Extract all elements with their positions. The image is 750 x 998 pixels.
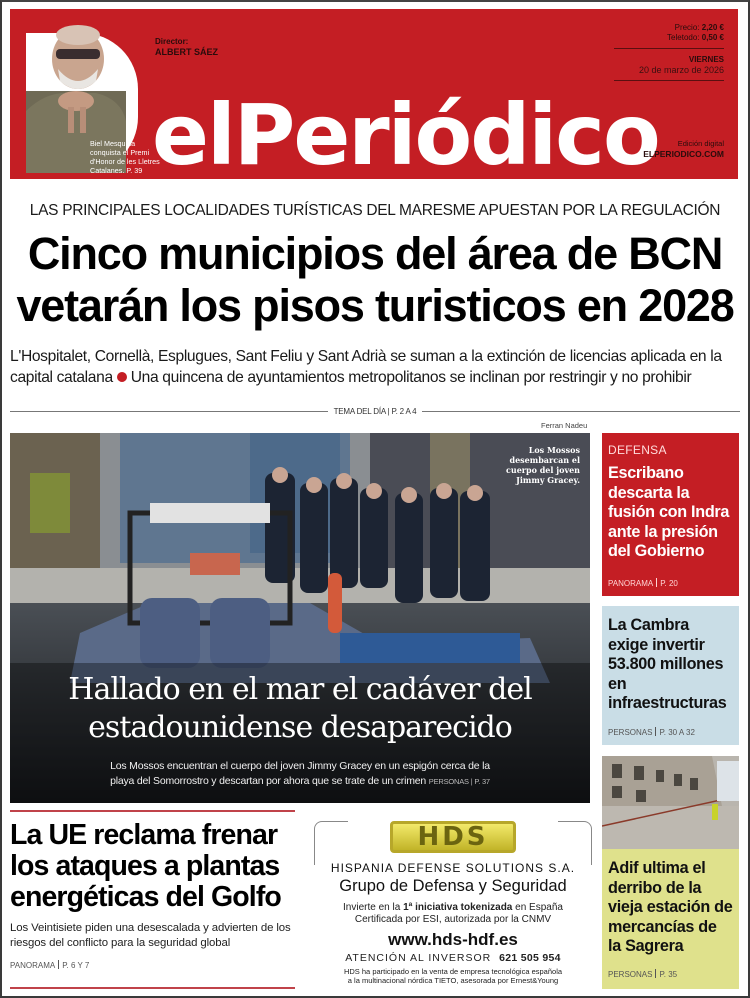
section-label: DEFENSA: [608, 443, 667, 457]
ref-section: PERSONAS: [608, 970, 653, 979]
defensa-story-box[interactable]: [602, 433, 739, 596]
deck-line2: [10, 774, 590, 789]
lead-subhead-part2: Una quincena de ayuntamientos metropolitanos se inclinan por restringir y no prohibir: [130, 369, 692, 386]
photo-credit: Ferran Nadeu: [541, 421, 588, 430]
edition-label: Edición digital: [677, 139, 724, 148]
deck-line2-text: playa del Somorrostro y descartan por ahora que se trate de un crimen: [110, 775, 427, 787]
ref-page: P. 6 Y 7: [62, 961, 90, 970]
edition-url-link[interactable]: ELPERIODICO.COM: [643, 149, 724, 159]
divider: [614, 80, 724, 81]
ue-headline: La UE reclama frenar los ataques a plantas energéticas del Golfo: [10, 819, 281, 913]
lead-kicker: LAS PRINCIPALES LOCALIDADES TURÍSTICAS DEL MARESME APUESTAN POR LA REGULACIÓN: [29, 202, 721, 219]
lead-headline[interactable]: [0, 228, 750, 332]
adif-ref[interactable]: [608, 969, 677, 979]
price-line: [614, 23, 724, 33]
ad-attention: [312, 952, 594, 964]
invest-post: en España: [512, 902, 563, 913]
ad-invest: [312, 902, 594, 926]
newspaper-logo[interactable]: elPeriódico: [152, 86, 659, 179]
adif-story-box[interactable]: [602, 756, 739, 989]
issue-date: 20 de marzo de 2026: [638, 65, 724, 75]
attention-phone[interactable]: 621 505 954: [499, 952, 561, 964]
price-label: Precio:: [674, 23, 700, 32]
photo-story-headline[interactable]: [10, 671, 590, 747]
deck-line1: Los Mossos encuentran el cuerpo del joven Jimmy Gracey en un espigón cerca de la: [110, 760, 490, 772]
ref-section: PANORAMA: [10, 961, 56, 970]
digital-edition: [643, 139, 724, 159]
photo-story-ref[interactable]: PERSONAS | P. 37: [428, 777, 490, 786]
divider: [614, 48, 724, 49]
attention-label: ATENCIÓN AL INVERSOR: [345, 952, 492, 964]
tema-del-dia-ref[interactable]: TEMA DEL DÍA | P. 2 A 4: [333, 406, 417, 416]
ornament-icon: [558, 821, 592, 865]
photo-headline-line2: estadounidense desaparecido: [88, 710, 512, 745]
price-block: [614, 23, 724, 87]
invest-pre: Invierte en la: [343, 902, 404, 913]
ref-section: PANORAMA: [608, 579, 654, 588]
divider: [10, 411, 328, 412]
station-photo: [602, 756, 739, 849]
ref-page: P. 20: [660, 579, 678, 588]
ad-cert: Certificada por ESI, autorizada por la CNMV: [354, 914, 552, 925]
lead-subhead: [10, 346, 740, 388]
ad-group: Grupo de Defensa y Seguridad: [339, 877, 567, 895]
ad-company: HISPANIA DEFENSE SOLUTIONS S.A.: [330, 861, 576, 875]
divider: [656, 578, 657, 587]
disclaimer-line2: a la multinacional nórdica TIETO, asesorada por Ernest&Young: [347, 976, 559, 985]
rescue-boat-photo-icon: [10, 433, 590, 803]
ref-page: P. 30 A 32: [659, 728, 695, 737]
ref-page: P. 35: [659, 970, 678, 979]
masthead-photo[interactable]: [26, 21, 160, 175]
divider: [10, 810, 295, 812]
lead-headline-line1: Cinco municipios del área de BCN: [27, 228, 723, 279]
director-label: Director:: [155, 37, 189, 46]
hds-advertisement[interactable]: [312, 815, 594, 990]
cambra-headline: La Cambra exige invertir 53.800 millones en infraestructuras: [608, 616, 727, 712]
section-ref-bar: [10, 404, 740, 418]
divider: [422, 411, 740, 412]
masthead-photo-caption: Biel Mesquida conquista el Premi d'Honor de les Lletres Catalanes. P. 39: [90, 139, 160, 175]
teletodo-value: 0,50 €: [701, 33, 724, 42]
cambra-ref[interactable]: [608, 727, 695, 737]
weekday: VIERNES: [688, 55, 724, 64]
price-value: 2,20 €: [701, 23, 724, 32]
divider: [655, 969, 656, 978]
ue-ref[interactable]: [10, 960, 295, 970]
photo-headline-line1: Hallado en el mar el cadáver del: [68, 672, 532, 707]
photo-caption: Los Mossos desembarcan el cuerpo del joven Jimmy Gracey.: [506, 445, 580, 485]
ue-deck: Los Veintisiete piden una desescalada y advierten de los riesgos del conflicto para la seguridad global: [10, 922, 291, 949]
building-photo-icon: [602, 756, 739, 849]
bullet-dot-icon: [117, 372, 127, 382]
disclaimer-line1: HDS ha participado en la venta de empresa tecnológica española: [343, 967, 563, 976]
ref-section: PERSONAS: [608, 728, 653, 737]
invest-bold: 1ª iniciativa tokenizada: [403, 902, 513, 913]
ad-url-link[interactable]: www.hds-hdf.es: [388, 930, 518, 949]
hds-logo: HDS: [390, 821, 516, 853]
teletodo-label: Teletodo:: [667, 33, 700, 42]
defensa-headline: Escribano descarta la fusión con Indra ante la presión del Gobierno: [608, 464, 730, 560]
ue-story[interactable]: [10, 810, 295, 970]
teletodo-line: [614, 33, 724, 43]
director-name: ALBERT SÁEZ: [155, 47, 218, 57]
lead-headline-line2: vetarán los pisos turisticos en 2028: [16, 280, 734, 331]
divider: [58, 960, 59, 969]
divider: [10, 987, 295, 989]
ornament-icon: [314, 821, 348, 865]
adif-headline: Adif ultima el derribo de la vieja estación de mercancías de la Sagrera: [608, 859, 733, 955]
masthead: [10, 9, 738, 179]
photo-story-deck: [10, 759, 590, 789]
divider: [655, 727, 656, 736]
cambra-story-box[interactable]: [602, 606, 739, 745]
lead-subhead-part1: L'Hospitalet, Cornellà, Esplugues, Sant Feliu y Sant Adrià se suman a la extinción de licencias aplicada en la capital catalana: [10, 348, 722, 386]
main-photo-story[interactable]: [10, 433, 590, 803]
defensa-ref[interactable]: [608, 578, 678, 588]
ad-disclaimer: [312, 967, 594, 985]
